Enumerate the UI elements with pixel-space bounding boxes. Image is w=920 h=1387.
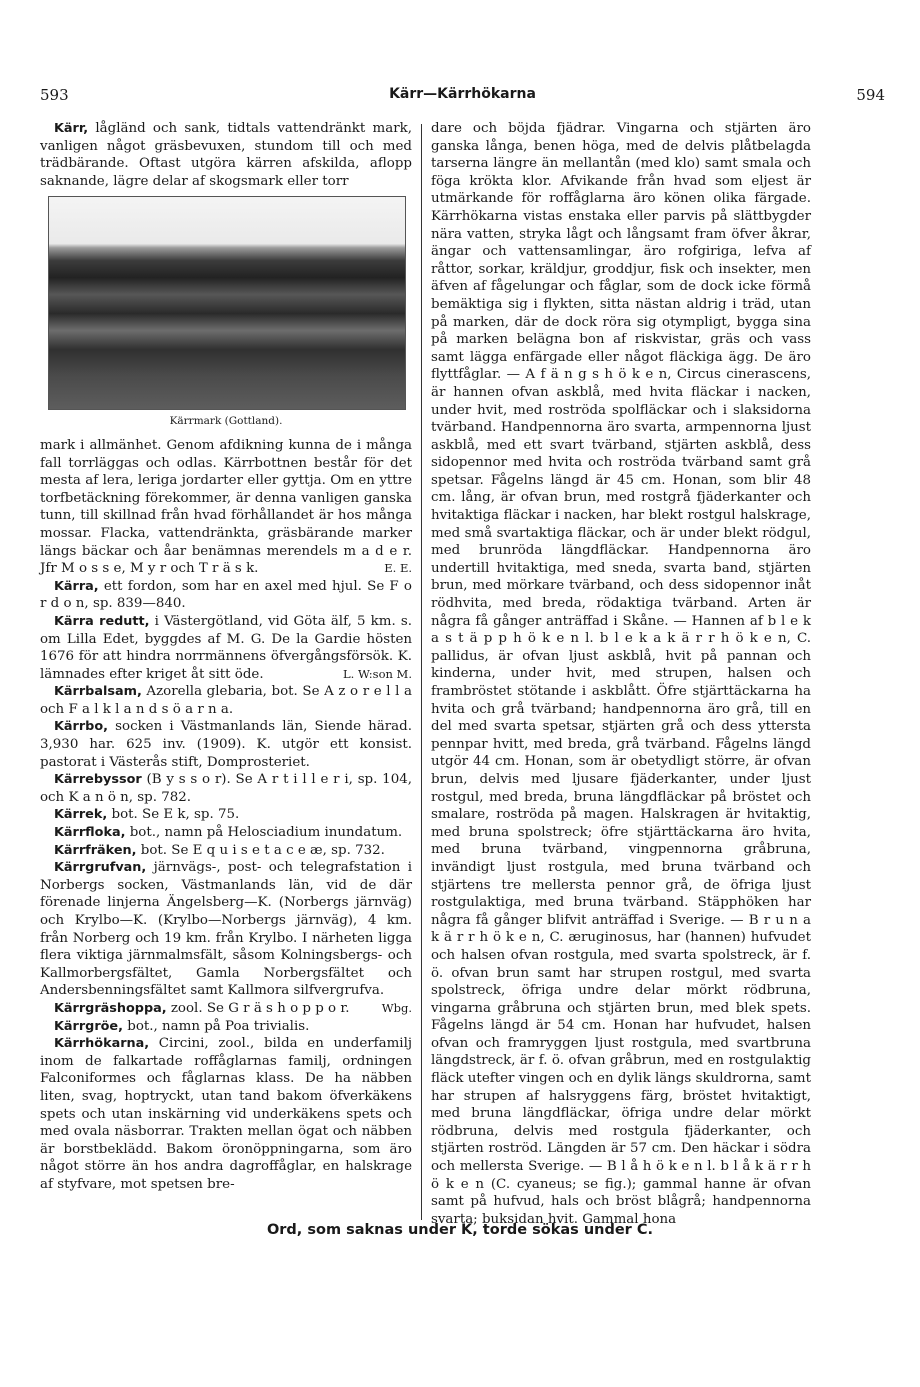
entry-text: zool. Se G r ä s h o p p o r.: [166, 1000, 350, 1016]
headword: Kärrbalsam,: [54, 684, 142, 700]
headword: Kärra redutt,: [54, 613, 150, 629]
entry-karr-continued: [40, 437, 412, 578]
entry-text: i Västergötland, vid Göta älf, 5 km. s. om Lilla Edet, byggdes af M. G. De la Gardie hösten 1676 för att hindra norrmännens öfvergångsförsök. K. lämnades efter kriget åt sitt öde.: [40, 613, 412, 682]
entry-karrek: [40, 806, 412, 824]
entry-karrgroe: [40, 1018, 412, 1036]
entry-text: bot. Se E k, sp. 75.: [107, 807, 240, 823]
headword: Kärrebyssor: [54, 772, 142, 788]
page-footer-note: Ord, som saknas under K, torde sökas under C.: [266, 1222, 654, 1238]
entry-text: ett fordon, som har en axel med hjul. Se F o r d o n, sp. 839—840.: [40, 578, 412, 612]
headword: Kärrek,: [54, 807, 108, 823]
headword: Kärra,: [54, 578, 99, 594]
entry-karrhokarna-continued: dare och böjda fjädrar. Vingarna och stjärten äro ganska långa, benen höga, med de delvis plåtbelagda tarserna längre än mellantån (med klo) samt smala och föga krökta klor. Afvikande från hvad som eljest är utmärkande för roffåglarna äro könen olika färgade. Kärrhökarna vistas enstaka eller parvis på slättbygder nära vatten, stryka lågt och långsamt fram öfver åkrar, ängar och vattensamlingar, äro rofgiriga, lefva af råttor, sorkar, kräldjur, groddjur, fisk och insekter, men äfven af fågelungar och fåglar, som de dock icke förmå bemäktiga sig i flykten, sitta nästan aldrig i träd, utan på marken, där de dock röra sig otympligt, bygga sina på marken belägna bon af riskvistar, gräs och vass samt lägga enfärgade eller något fläckiga ägg. De äro flyttfåglar. — A f ä n g s h ö k e n, Circus cinerascens, är hannen ofvan askblå, med hvita fläckar i nacken, under hvit, med roströda spolfläckar och i slaksidorna tvärband. Handpennorna äro svarta, armpennorna ljust askblå, med ett svart tvärband, stjärten askblå, dess sidopennor med hvita och roströda tvärband samt grå spetsar. Fågelns längd är 45 cm. Honan, som blir 48 cm. lång, är ofvan brun, med rostgrå fjäderkanter och hvitaktiga fläckar i nacken, har blekt rostgul halskrage, med små svartaktiga fläckar, och är under blekt rödgul, med brunröda längdfläckar. Handpennorna äro undertill hvitaktiga, med sneda, svarta band, stjärten brun, med mörkare tvärband, och dess sidopennor inåt rödhvita, med breda, rödaktiga tvärband. Arten är några få gånger anträffad i Skåne. — Hannen af b l e k a s t ä p p h ö k e n l. b l e k a k ä r r h ö k e n, C. pallidus, är ofvan ljust askblå, hvit på pannan och kinderna, under hvit, med strupen, halsen och frambröstet stötande i askblått. Öfre stjärttäckarna ha hvita och grå tvärband; handpennorna äro grå, till en del med svarta spetsar, stjärten grå och dess yttersta pennpar hvitt, med breda, grå tvärband. Fågelns längd utgör 44 cm. Honan, som är obetydligt större, är ofvan brun, delvis med ljusare fjäderkanter, under ljust rostgul, med breda, bruna längdfläckar på bröstet och smalare, roströda på magen. Halskragen är hvitaktig, med bruna spolstreck; öfre stjärttäckarna äro hvita, med bruna tvärband, vingpennorna gråbruna, invändigt ljust rostgula, med bruna tvärband och stjärtens tre mellersta pennor grå, de öfriga ljust rostgulaktiga, med bruna tvärband. Stäpphöken har några få gånger blifvit anträffad i Sverige. — B r u n a k ä r r h ö k e n, C. æruginosus, har (hannen) hufvudet och halsen ofvan rostgula, med svarta spolstreck, är f. ö. ofvan brun samt har strupen rostgul, med svarta spolstreck, öfriga undre delar mörkt rödbruna, vingarna gråbruna och stjärten brun, med blek spets. Fågelns längd är 54 cm. Honan har hufvudet, halsen ofvan och framryggen ljust rostgula, med svartbruna längdstreck, är f. ö. ofvan gråbrun, med en rostgulaktig fläck utefter vingen och en dylik längs skuldrorna, samt har strupen af halsryggens färg, bröstet hvitaktigt, med bruna längdfläckar, öfriga undre delar mörkt rödbruna, delvis med rostgula fjäderkanter, och stjärten roströd. Längden är 57 cm. Den häckar i södra och mellersta Sverige. — B l å h ö k e n l. b l å k ä r r h ö k e n (C. cyaneus; se fig.); gammal hanne är ofvan samt på hufvud, hals och bröst blågrå; handpennorna svarta; buksidan hvit. Gammal hona: [431, 121, 811, 1227]
entry-text: lågländ och sank, tidtals vattendränkt mark, vanligen något gräsbevuxen, stundom till och med trädbärande. Oftast utgöra kärren afskilda, aflopp saknande, lägre delar af skogsmark eller torr: [40, 121, 412, 189]
headword: Kärrgrufvan,: [54, 860, 147, 876]
entry-karra-redutt: [40, 613, 412, 683]
page-number-left: 593: [40, 86, 69, 104]
entry-karrgrashoppa: [40, 1000, 412, 1018]
page-number-right: 594: [856, 86, 885, 104]
entry-text: bot., namn på Poa trivialis.: [122, 1018, 310, 1034]
entry-text: bot., namn på Helosciadium inundatum.: [125, 825, 403, 841]
author-signature: L. W:son M.: [343, 666, 412, 681]
marsh-photo: [48, 196, 406, 410]
entry-karrfraken: [40, 842, 412, 860]
headword: Kärrhökarna,: [54, 1036, 150, 1052]
headword: Kärrbo,: [54, 719, 108, 735]
entry-text: bot. Se E q u i s e t a c e æ, sp. 732.: [136, 842, 385, 858]
author-signature: E. E.: [384, 561, 412, 576]
right-column: [431, 120, 811, 1228]
headword: Kärrgräshoppa,: [54, 1000, 167, 1016]
entry-karrhokarna: [40, 1035, 412, 1193]
entry-text: (B y s s o r). Se A r t i l l e r i, sp. 104, och K a n ö n, sp. 782.: [40, 772, 412, 805]
running-header: [40, 86, 885, 108]
figure-caption: Kärrmark (Gottland).: [169, 415, 283, 428]
entry-text: mark i allmänhet. Genom afdikning kunna de i många fall torrläggas och odlas. Kärrbottnen består för det mesta af lera, leriga jordarter eller gyttja. Om en yttre torfbetäckning förekommer, är denna vanligen ganska tunn, till skillnad från hvad förhållandet är hos många mossar. Flacka, vattendränkta, gräsbärande marker längs bäckar och åar benämnas merendels m a d e r. Jfr M o s s e, M y r och T r ä s k.: [40, 437, 412, 577]
page-title: Kärr—Kärrhökarna: [389, 86, 536, 102]
column-divider: [421, 124, 422, 1220]
headword: Kärrfloka,: [54, 825, 126, 841]
entry-karr: [40, 120, 412, 190]
entry-text: Azorella glebaria, bot. Se A z o r e l l a och F a l k l a n d s ö a r n a.: [40, 684, 412, 717]
headword: Kärr,: [54, 121, 89, 136]
entry-karrfloka: [40, 824, 412, 842]
entry-text: socken i Västmanlands län, Siende härad. 3,930 har. 625 inv. (1909). K. utgör ett konsist. pastorat i Västerås stift, Domprosteriet.: [40, 719, 412, 770]
author-signature: Wbg.: [381, 1000, 412, 1015]
left-column: [40, 120, 412, 1194]
entry-karrbalsam: [40, 683, 412, 718]
headword: Kärrgröe,: [54, 1018, 123, 1034]
entry-karra: [40, 578, 412, 613]
entry-text: Circini, zool., bilda en underfamilj inom de falkartade roffåglarnas familj, ordningen Falconiformes och fåglarnas klass. De ha näbben liten, svag, hoptryckt, utan tand bakom öfverkäkens spets och utan inskärning vid underkäkens spets och med ovala näsborrar. Trakten mellan ögat och näbben är borstbeklädd. Bakom öronöppningarna, som äro något större än hos andra dagroffåglar, en halskrage af styfvare, mot spetsen bre-: [40, 1036, 412, 1192]
entry-karrbo: [40, 718, 412, 771]
entry-karrebyssor: [40, 771, 412, 806]
headword: Kärrfräken,: [54, 842, 137, 858]
entry-text: järnvägs-, post- och telegrafstation i Norbergs socken, Västmanlands län, vid de där förenade linjerna Ängelsberg—K. (Norbergs järnväg) och Krylbo—K. (Krylbo—Norbergs järnväg), 4 km. från Norberg och 19 km. från Krylbo. I närheten ligga flera viktiga järnmalmsfält, såsom Kolningsbergs- och Kallmorbergsfältet, Gamla Norbergsfältet och Andersbenningsfältet samt Kallmora silfvergrufva.: [40, 860, 412, 999]
